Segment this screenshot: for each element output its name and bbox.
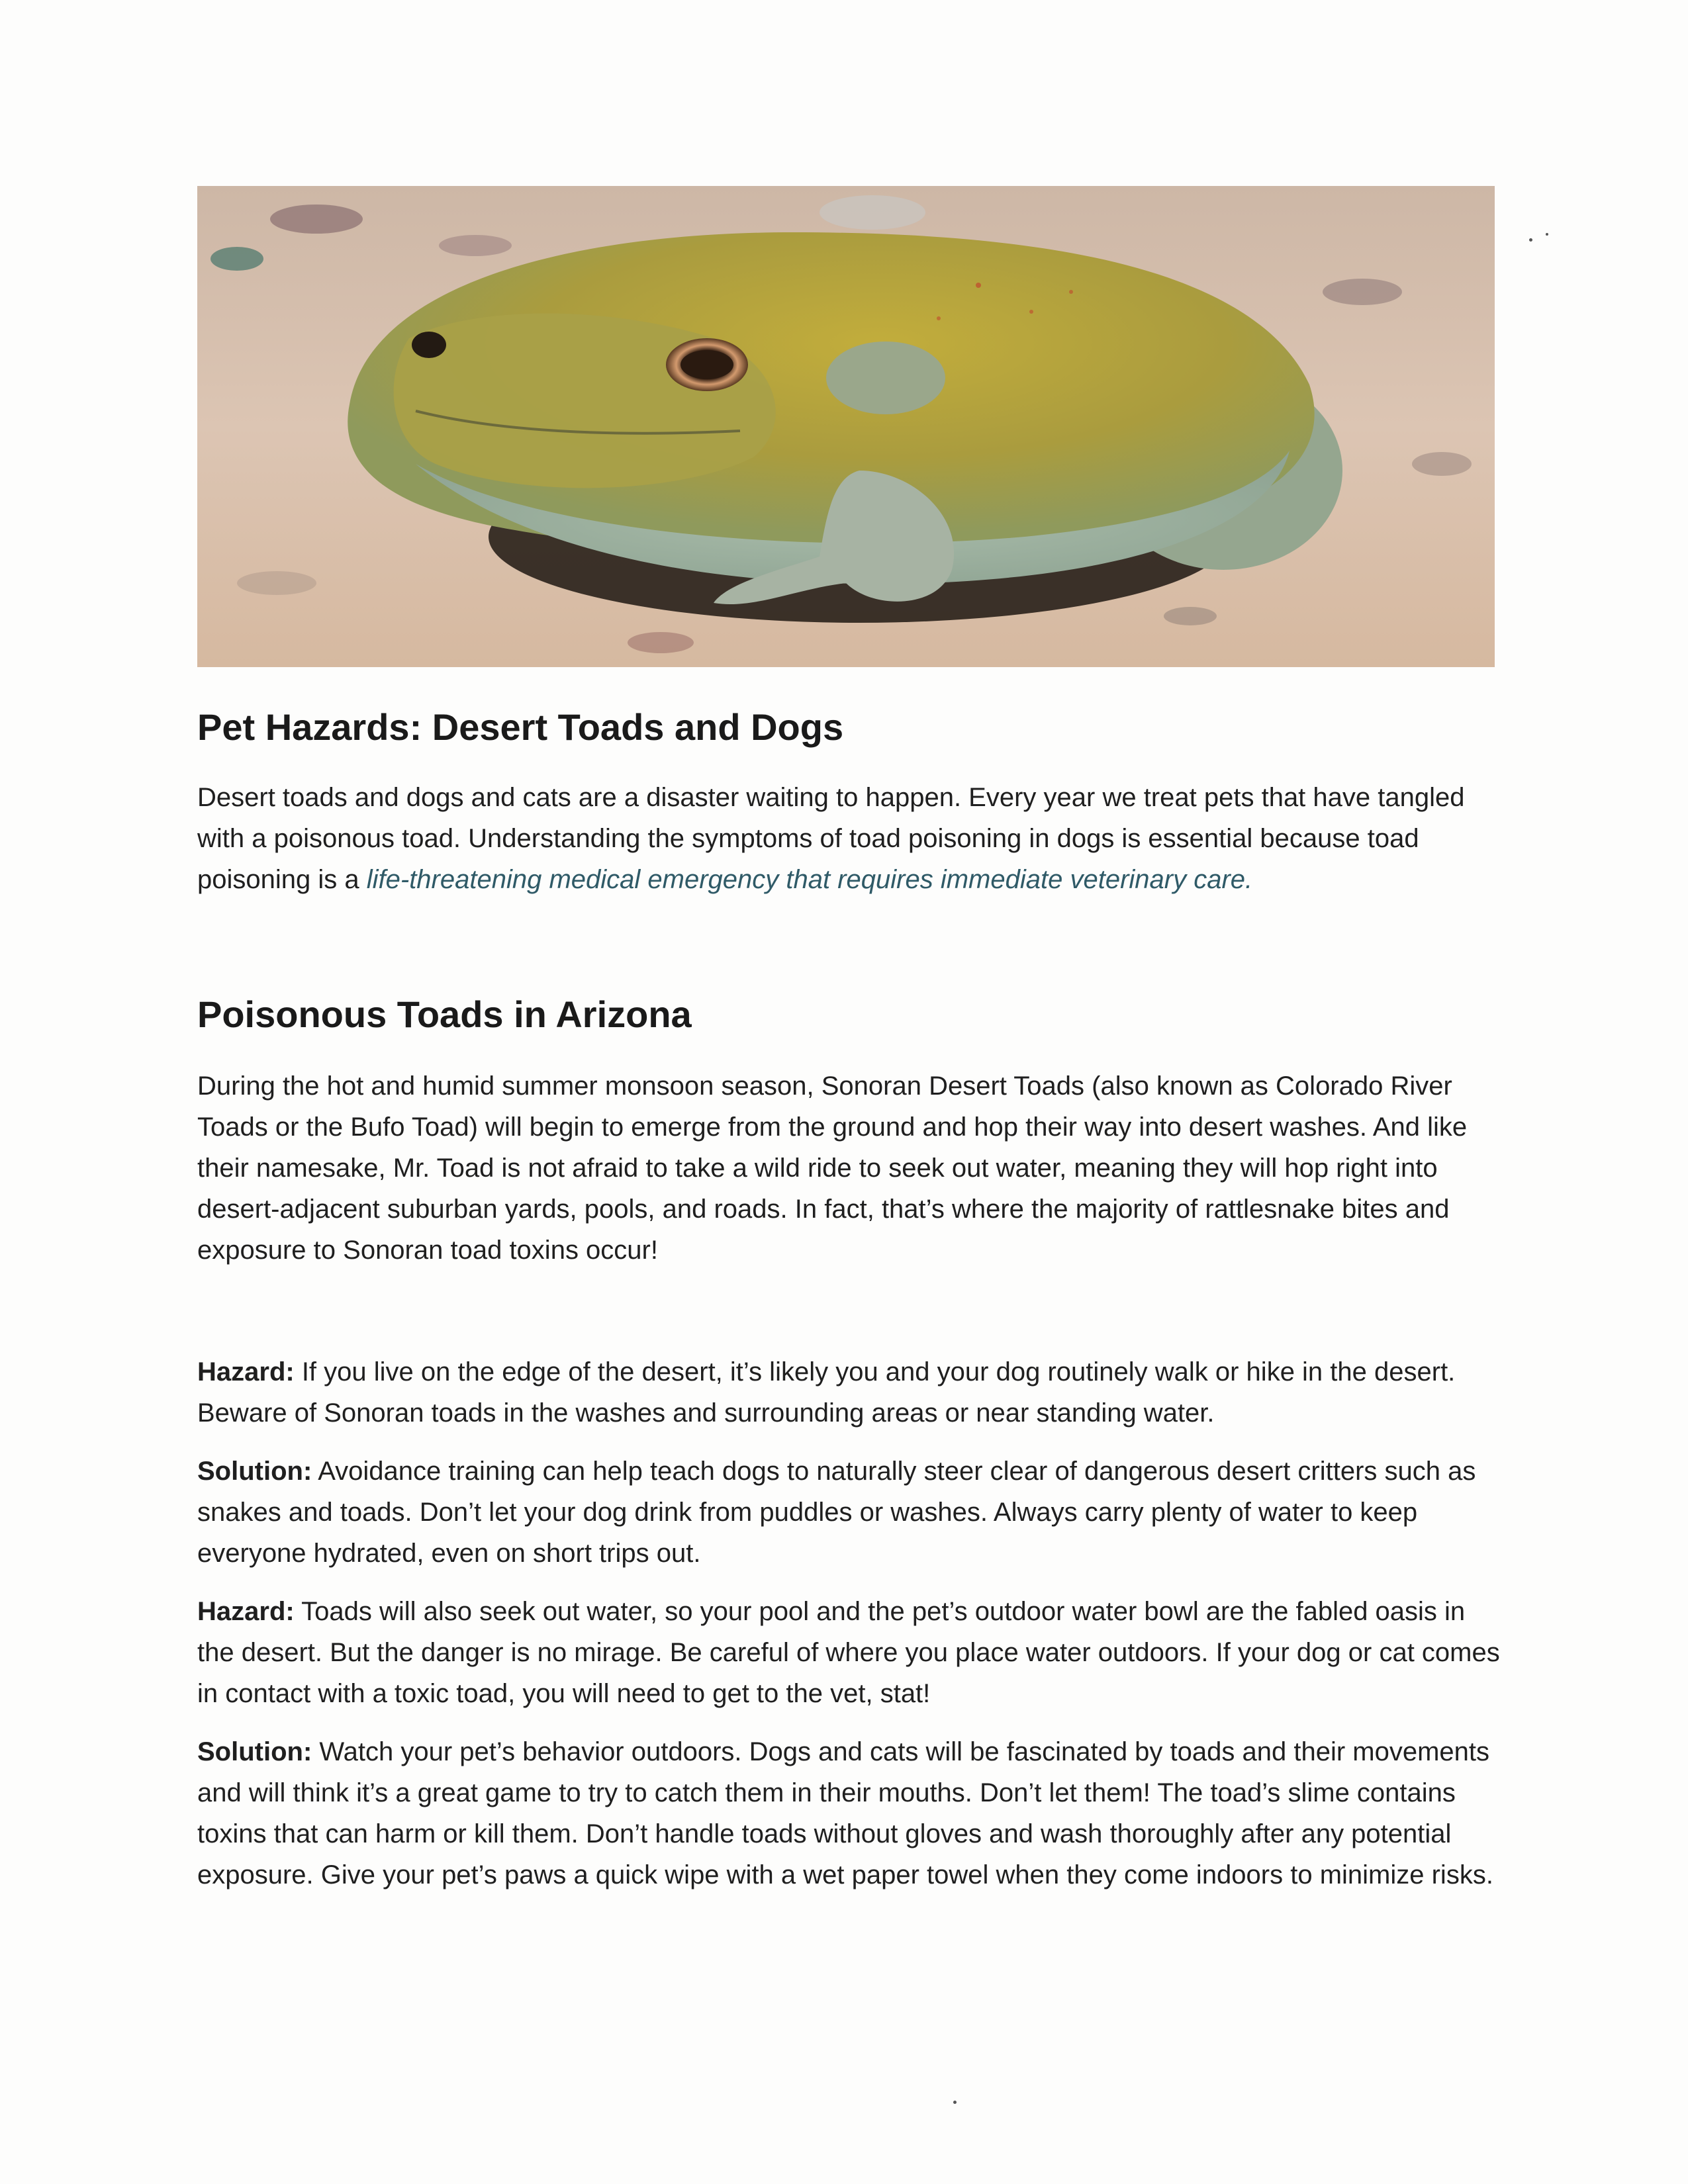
- scan-speck: [953, 2101, 957, 2104]
- article-body: [197, 688, 1508, 1895]
- solution-label: Solution:: [197, 1737, 312, 1766]
- toad-photo: [197, 186, 1495, 667]
- scan-speck: [1529, 238, 1532, 242]
- hazard-label: Hazard:: [197, 1597, 295, 1626]
- intro-text: Desert toads and dogs and cats are a disaster waiting to happen. Every year we treat pets that have tangled with a poisonous toad. Understanding the symptoms of toad poisoning in dogs is essential because toad poisoning is a: [197, 783, 1465, 894]
- hazard-text: Toads will also seek out water, so your pool and the pet’s outdoor water bowl are the fabled oasis in the desert. But the danger is no mirage. Be careful of where you place water outdoors. If your dog or cat comes in contact with a toxic toad, you will need to get to the vet, stat!: [197, 1597, 1500, 1708]
- hazard-paragraph-1: [197, 1351, 1508, 1433]
- section-heading: Poisonous Toads in Arizona: [197, 993, 692, 1035]
- solution-paragraph-2: [197, 1731, 1508, 1895]
- solution-text: Avoidance training can help teach dogs to naturally steer clear of dangerous desert critters such as snakes and toads. Don’t let your dog drink from puddles or washes. Always carry plenty of water to keep everyone hydrated, even on short trips out.: [197, 1457, 1476, 1568]
- hazard-paragraph-2: [197, 1591, 1508, 1714]
- hazard-text: If you live on the edge of the desert, it’s likely you and your dog routinely walk or hike in the desert. Beware of Sonoran toads in the washes and surrounding areas or near standing water.: [197, 1357, 1456, 1428]
- toad-illustration: [197, 186, 1495, 667]
- scan-speck: [1546, 233, 1548, 236]
- page-title: Pet Hazards: Desert Toads and Dogs: [197, 706, 844, 748]
- solution-paragraph-1: [197, 1451, 1508, 1574]
- hazard-label: Hazard:: [197, 1357, 295, 1387]
- solution-label: Solution:: [197, 1457, 312, 1486]
- intro-paragraph: [197, 777, 1508, 900]
- section-paragraph: During the hot and humid summer monsoon season, Sonoran Desert Toads (also known as Colorado River Toads or the Bufo Toad) will begin to emerge from the ground and hop their way into desert washes. And like their namesake, Mr. Toad is not afraid to take a wild ride to seek out water, meaning they will hop right into desert-adjacent suburban yards, pools, and roads. In fact, that’s where the majority of rattlesnake bites and exposure to Sonoran toad toxins occur!: [197, 1071, 1468, 1265]
- intro-emphasis: life-threatening medical emergency that requires immediate veterinary care.: [366, 865, 1253, 894]
- solution-text: Watch your pet’s behavior outdoors. Dogs and cats will be fascinated by toads and their movements and will think it’s a great game to try to catch them in their mouths. Don’t let them! The toad’s slime contains toxins that can harm or kill them. Don’t handle toads without gloves and wash thoroughly after any potential exposure. Give your pet’s paws a quick wipe with a wet paper towel when they come indoors to minimize risks.: [197, 1737, 1493, 1889]
